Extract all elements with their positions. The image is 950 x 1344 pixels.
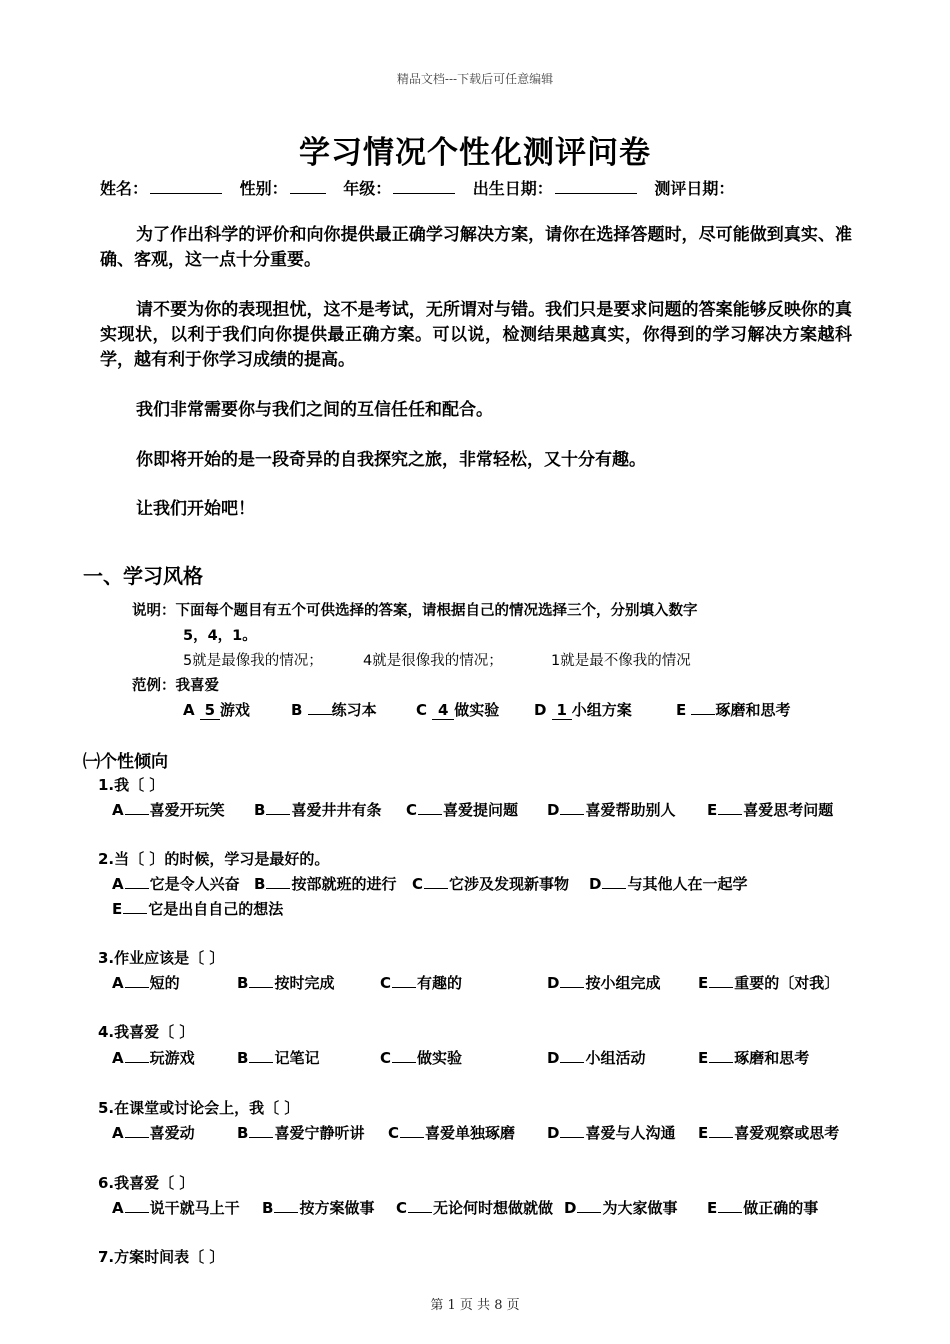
grade-blank[interactable] (393, 179, 455, 194)
q1-option-c[interactable]: C 喜爱提问题 (406, 801, 519, 819)
page-title: 学习情况个性化测评问卷 (299, 135, 651, 171)
instruction-line-1: 说明：下面每个题目有五个可供选择的答案，请根据自己的情况选择三个，分别填入数字 (132, 603, 698, 619)
q6-option-d[interactable]: D 为大家做事 (564, 1199, 678, 1217)
q4-option-d[interactable]: D 小组活动 (547, 1049, 646, 1067)
q6-option-c[interactable]: C 无论何时想做就做 (396, 1199, 554, 1217)
birth-blank[interactable] (555, 179, 637, 194)
intro-paragraph-5: 让我们开始吧！ (136, 499, 255, 519)
q5-option-e[interactable]: E 喜爱观察或思考 (698, 1124, 840, 1142)
intro-paragraph-1: 为了作出科学的评价和向你提供最正确学习解决方案，请你在选择答题时，尽可能做到真实、准确、客观，这一点十分重要。 (100, 225, 852, 270)
q6-option-b[interactable]: B 按方案做事 (262, 1199, 375, 1217)
q5-option-d[interactable]: D 喜爱与人沟通 (547, 1124, 676, 1142)
header-note: 精品文档---下载后可任意编辑 (396, 72, 554, 86)
gender-label: 性别： (239, 179, 288, 198)
question-5: 5.在课堂或讨论会上，我〔 〕 (98, 1099, 300, 1117)
question-3: 3.作业应该是〔 〕 (98, 949, 225, 967)
scale-1: 1就是最不像我的情况 (551, 653, 691, 669)
q2-option-b[interactable]: B 按部就班的进行 (254, 875, 397, 893)
section-title: 一、学习风格 (83, 564, 203, 588)
q3-option-a[interactable]: A 短的 (112, 974, 180, 992)
subsection-title: ㈠个性倾向 (83, 752, 168, 772)
grade-label: 年级： (343, 179, 392, 198)
q4-option-c[interactable]: C 做实验 (380, 1049, 463, 1067)
q4-option-e[interactable]: E 琢磨和思考 (698, 1049, 810, 1067)
q5-option-c[interactable]: C 喜爱单独琢磨 (388, 1124, 516, 1142)
question-2: 2.当〔 〕的时候，学习是最好的。 (98, 850, 330, 868)
q4-option-a[interactable]: A 玩游戏 (112, 1049, 195, 1067)
example-option-b: B 练习本 (291, 701, 377, 719)
q5-option-b[interactable]: B 喜爱宁静听讲 (237, 1124, 365, 1142)
instruction-line-2: 5，4，1。 (183, 628, 257, 644)
q2-option-a[interactable]: A 它是令人兴奋 (112, 875, 240, 893)
question-4: 4.我喜爱〔 〕 (98, 1023, 195, 1041)
q1-option-a[interactable]: A 喜爱开玩笑 (112, 801, 225, 819)
scale-5: 5就是最像我的情况； (183, 653, 323, 669)
example-option-c: C 4 做实验 (416, 701, 500, 719)
q6-option-a[interactable]: A 说干就马上干 (112, 1199, 240, 1217)
q1-option-e[interactable]: E 喜爱思考问题 (707, 801, 834, 819)
gender-blank[interactable] (290, 179, 326, 194)
q3-option-b[interactable]: B 按时完成 (237, 974, 335, 992)
q2-option-c[interactable]: C 它涉及发现新事物 (412, 875, 570, 893)
question-1: 1.我〔 〕 (98, 776, 165, 794)
info-line (100, 176, 734, 199)
example-option-a: A 5 游戏 (183, 701, 250, 719)
q4-option-b[interactable]: B 记笔记 (237, 1049, 320, 1067)
q1-option-d[interactable]: D 喜爱帮助别人 (547, 801, 676, 819)
example-option-e: E 琢磨和思考 (676, 701, 791, 719)
question-7: 7.方案时间表〔 〕 (98, 1248, 225, 1266)
intro-paragraph-2: 请不要为你的表现担忧，这不是考试，无所谓对与错。我们只是要求问题的答案能够反映你的真实现状，以利于我们向你提供最正确方案。可以说，检测结果越真实，你得到的学习解决方案越科学，越有利于你学习成绩的提高。 (100, 300, 852, 370)
name-label: 姓名： (100, 179, 149, 198)
test-date-label: 测评日期： (654, 179, 735, 198)
intro-paragraph-4: 你即将开始的是一段奇异的自我探究之旅，非常轻松，又十分有趣。 (136, 450, 646, 470)
q2-option-d[interactable]: D 与其他人在一起学 (589, 875, 748, 893)
q2-option-e[interactable]: E 它是出自自己的想法 (112, 900, 284, 918)
q6-option-e[interactable]: E 做正确的事 (707, 1199, 819, 1217)
scale-4: 4就是很像我的情况； (363, 653, 503, 669)
q3-option-c[interactable]: C 有趣的 (380, 974, 463, 992)
example-label: 范例：我喜爱 (132, 678, 219, 694)
q5-option-a[interactable]: A 喜爱动 (112, 1124, 195, 1142)
intro-paragraph-3: 我们非常需要你与我们之间的互信任任和配合。 (136, 400, 493, 420)
example-option-d: D 1 小组方案 (534, 701, 632, 719)
page-footer: 第 1 页 共 8 页 (430, 1298, 520, 1313)
question-6: 6.我喜爱〔 〕 (98, 1174, 195, 1192)
birth-label: 出生日期： (472, 179, 553, 198)
q3-option-d[interactable]: D 按小组完成 (547, 974, 661, 992)
q3-option-e[interactable]: E 重要的〔对我〕 (698, 974, 840, 992)
q1-option-b[interactable]: B 喜爱井井有条 (254, 801, 382, 819)
name-blank[interactable] (150, 179, 222, 194)
